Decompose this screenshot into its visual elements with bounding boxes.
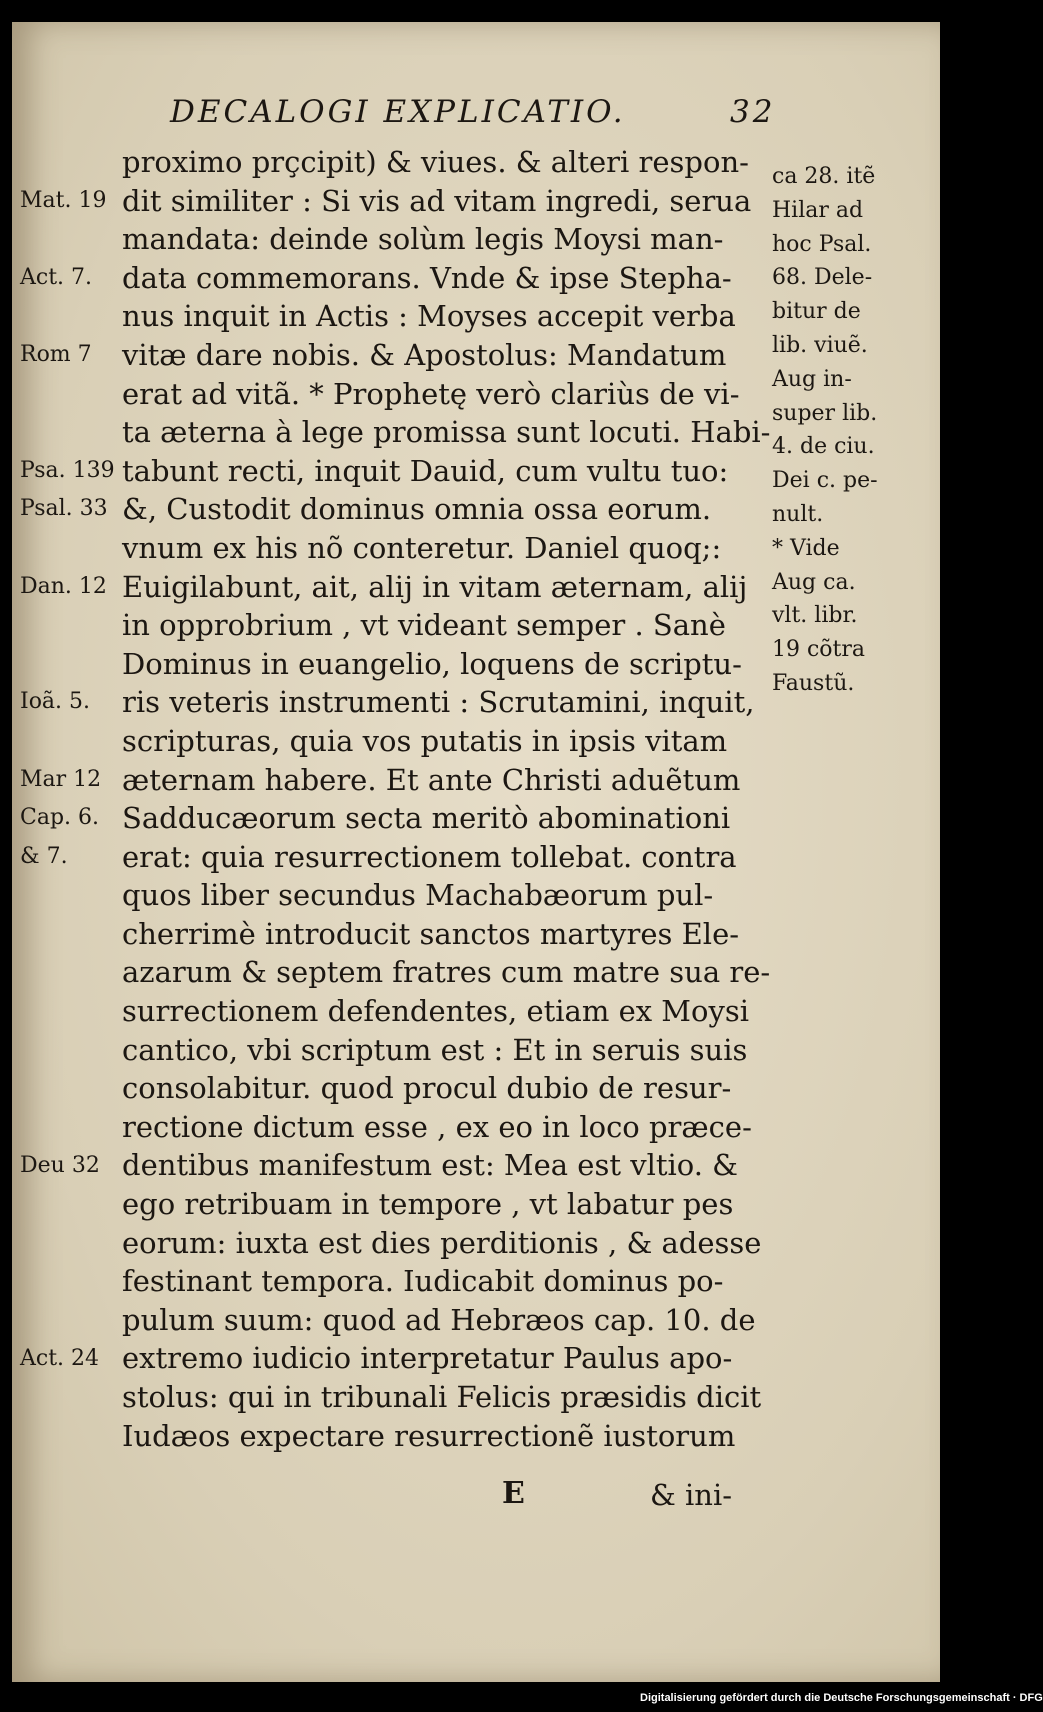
text-line: azarum & septem fratres cum matre sua re- [122,955,771,990]
running-header [170,94,776,134]
running-title: DECALOGI EXPLICATIO. [170,94,626,130]
margin-note-line: lib. viuẽ. [772,332,868,358]
margin-reference: Act. 24 [20,1345,100,1371]
margin-reference: Act. 7. [20,264,93,290]
text-line: pulum suum: quod ad Hebræos cap. 10. de [122,1302,756,1337]
text-line: ris veteris instrumenti : Scrutamini, inquit, [122,685,755,720]
margin-reference: Psa. 139 [20,457,115,483]
margin-note-line: super lib. [772,400,878,426]
text-line: dit similiter : Si vis ad vitam ingredi, serua [122,183,752,218]
text-line: &, Custodit dominus omnia ossa eorum. [122,492,712,527]
text-line: dentibus manifestum est: Mea est vltio. & [122,1148,738,1183]
margin-note-line: Dei c. pe- [772,468,878,494]
text-line: extremo iudicio interpretatur Paulus apo- [122,1341,733,1376]
margin-note-line: ca 28. itẽ [772,164,876,189]
right-margin-notes [772,160,878,701]
signature-mark: E [502,1476,525,1511]
catchword: & ini- [650,1478,733,1512]
page-number: 32 [730,94,776,130]
margin-note-line: * Vide [772,535,840,561]
text-line: tabunt recti, inquit Dauid, cum vultu tuo: [122,453,729,488]
margin-reference: Mar 12 [20,766,102,792]
text-line: data commemorans. Vnde & ipse Stepha- [122,260,732,295]
margin-reference: Cap. 6. [20,805,100,831]
text-line: cherrimè introducit sanctos martyres Ele- [122,916,740,951]
margin-note-line: 68. Dele- [772,265,873,291]
text-line: scripturas, quia vos putatis in ipsis vitam [122,723,728,758]
text-line: surrectionem defendentes, etiam ex Moysi [122,994,749,1029]
text-line: festinant tempora. Iudicabit dominus po- [122,1264,724,1299]
text-line: Euigilabunt, ait, alij in vitam æternam, alij [122,569,748,604]
text-line: stolus: qui in tribunali Felicis præsidis dicit [122,1380,762,1414]
margin-reference: Mat. 19 [20,187,107,213]
margin-note-line: Aug in- [772,366,852,392]
text-line: Sadducæorum secta meritò abominationi [122,801,731,836]
text-line: erat: quia resurrectionem tollebat. contra [122,839,737,874]
margin-reference: Ioã. 5. [20,689,91,715]
text-line: rectione dictum esse , ex eo in loco præce- [122,1109,752,1144]
margin-note-line: bitur de [772,299,861,325]
margin-reference: & 7. [20,843,68,869]
main-text-block [122,143,772,1455]
margin-note-line: vlt. libr. [772,603,858,629]
text-line: æternam habere. Et ante Christi aduẽtum [122,762,741,797]
margin-note-line: 4. de ciu. [772,434,875,460]
text-line: quos liber secundus Machabæorum pul- [122,878,714,913]
text-line: ego retribuam in tempore , vt labatur pes [122,1187,734,1222]
text-line: Iudæos expectare resurrectionẽ iustorum [122,1418,736,1453]
margin-note-line: Aug ca. [772,569,856,595]
margin-reference: Rom 7 [20,342,92,367]
text-line: Dominus in euangelio, loquens de scriptu- [122,646,742,681]
text-line: in opprobrium , vt videant semper . Sanè [122,608,726,643]
margin-note-line: Faustũ. [772,670,855,696]
text-line: cantico, vbi scriptum est : Et in seruis suis [122,1032,748,1067]
text-line: proximo prçcipit) & viues. & alteri respon- [122,145,749,179]
text-line: vnum ex his nõ conteretur. Daniel quoq;: [122,530,722,565]
text-line: vitæ dare nobis. & Apostolus: Mandatum [122,337,727,372]
margin-note-line: Hilar ad [772,197,864,223]
text-line: erat ad vitã. * Prophetę verò clariùs de vi- [122,376,740,411]
margin-note-line: nult. [772,501,824,527]
book-page [12,22,940,1682]
margin-note-line: hoc Psal. [772,231,872,257]
margin-reference: Psal. 33 [20,496,108,522]
digitization-credit: Digitalisierung gefördert durch die Deutsche Forschungsgemeinschaft · DFG [640,1692,1043,1704]
text-line: eorum: iuxta est dies perditionis , & adesse [122,1225,762,1260]
text-line: mandata: deinde solùm legis Moysi man- [122,222,724,257]
text-line: nus inquit in Actis : Moyses accepit verba [122,299,736,334]
text-line: consolabitur. quod procul dubio de resur- [122,1071,732,1106]
margin-reference: Dan. 12 [20,573,107,599]
margin-reference: Deu 32 [20,1152,100,1178]
margin-note-line: 19 cõtra [772,637,866,663]
text-line: ta æterna à lege promissa sunt locuti. Habi- [122,415,771,450]
